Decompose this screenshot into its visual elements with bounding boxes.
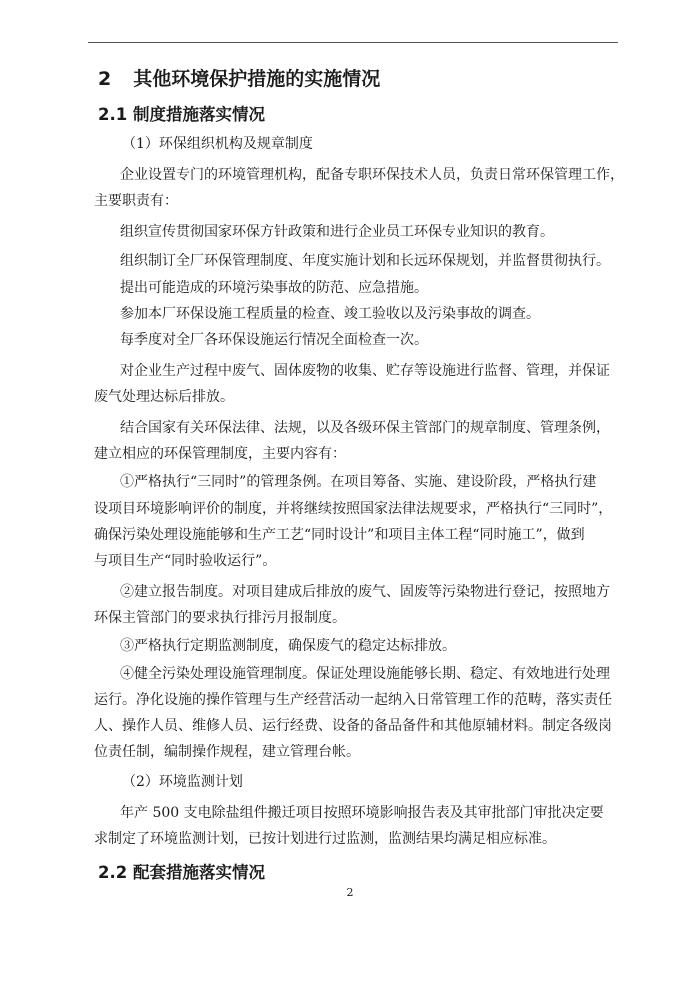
paragraph-line: 设项目环境影响评价的制度，并将继续按照国家法律法规要求，严格执行“三同时”， [94, 501, 613, 517]
header-rule [88, 42, 618, 43]
paragraph-line: 运行。净化设施的操作管理与生产经营活动一起纳入日常管理工作的范畴，落实责任 [94, 692, 612, 708]
paragraph-line: 每季度对全厂各环保设施运行情况全面检查一次。 [120, 332, 428, 348]
subsection-heading-2-2: 2.2 配套措施落实情况 [98, 863, 265, 882]
paragraph-line: 废气处理达标后排放。 [94, 389, 234, 405]
paragraph-line: 位责任制，编制操作规程，建立管理台帐。 [94, 744, 360, 760]
section-number: 2 [98, 68, 112, 90]
sub-heading-monitoring: （2）环境监测计划 [122, 774, 243, 790]
paragraph-line: 建立相应的环保管理制度，主要内容有： [94, 446, 346, 462]
monitoring-line: 求制定了环境监测计划，已按计划进行过监测，监测结果均满足相应标准。 [94, 831, 556, 847]
paragraph-line: 环保主管部门的要求执行排污月报制度。 [94, 610, 346, 626]
paragraph-line: 提出可能造成的环境污染事故的防范、应急措施。 [120, 280, 428, 296]
section-heading [98, 64, 380, 91]
paragraph-line: 与项目生产“同时验收运行”。 [94, 553, 277, 569]
paragraph-line: 参加本厂环保设施工程质量的检查、竣工验收以及污染事故的调查。 [120, 306, 540, 322]
paragraph-line: ④健全污染处理设施管理制度。保证处理设施能够长期、稳定、有效地进行处理 [120, 666, 610, 682]
paragraph-line: ③严格执行定期监测制度，确保废气的稳定达标排放。 [120, 638, 456, 654]
paragraph-line: ②建立报告制度。对项目建成后排放的废气、固废等污染物进行登记，按照地方 [120, 584, 610, 600]
paragraph-line: 企业设置专门的环境管理机构，配备专职环保技术人员，负责日常环保管理工作， [120, 167, 624, 183]
paragraph-line: ①严格执行“三同时”的管理条例。在项目筹备、实施、建设阶段，严格执行建 [120, 474, 597, 490]
paragraph-line: 人、操作人员、维修人员、运行经费、设备的备品备件和其他原辅材料。制定各级岗 [94, 718, 612, 734]
paragraph-line: 结合国家有关环保法律、法规，以及各级环保主管部门的规章制度、管理条例， [120, 420, 610, 436]
paragraph-line: 主要职责有： [94, 193, 178, 209]
paragraph-line: 组织宣传贯彻国家环保方针政策和进行企业员工环保专业知识的教育。 [120, 224, 554, 240]
paragraph-line: 对企业生产过程中废气、固体废物的收集、贮存等设施进行监督、管理，并保证 [120, 363, 610, 379]
subsection-heading-2-1: 2.1 制度措施落实情况 [98, 105, 265, 124]
paragraph-line: 组织制订全厂环保管理制度、年度实施计划和长远环保规划，并监督贯彻执行。 [120, 253, 610, 269]
monitoring-line: 年产 500 支电除盐组件搬迁项目按照环境影响报告表及其审批部门审批决定要 [120, 805, 604, 821]
section-title: 其他环境保护措施的实施情况 [133, 68, 381, 90]
paragraph-line: 确保污染处理设施能够和生产工艺“同时设计”和项目主体工程“同时施工”，做到 [94, 527, 585, 543]
page-number: 2 [346, 886, 354, 899]
sub-heading-org: （1）环保组织机构及规章制度 [122, 136, 313, 152]
